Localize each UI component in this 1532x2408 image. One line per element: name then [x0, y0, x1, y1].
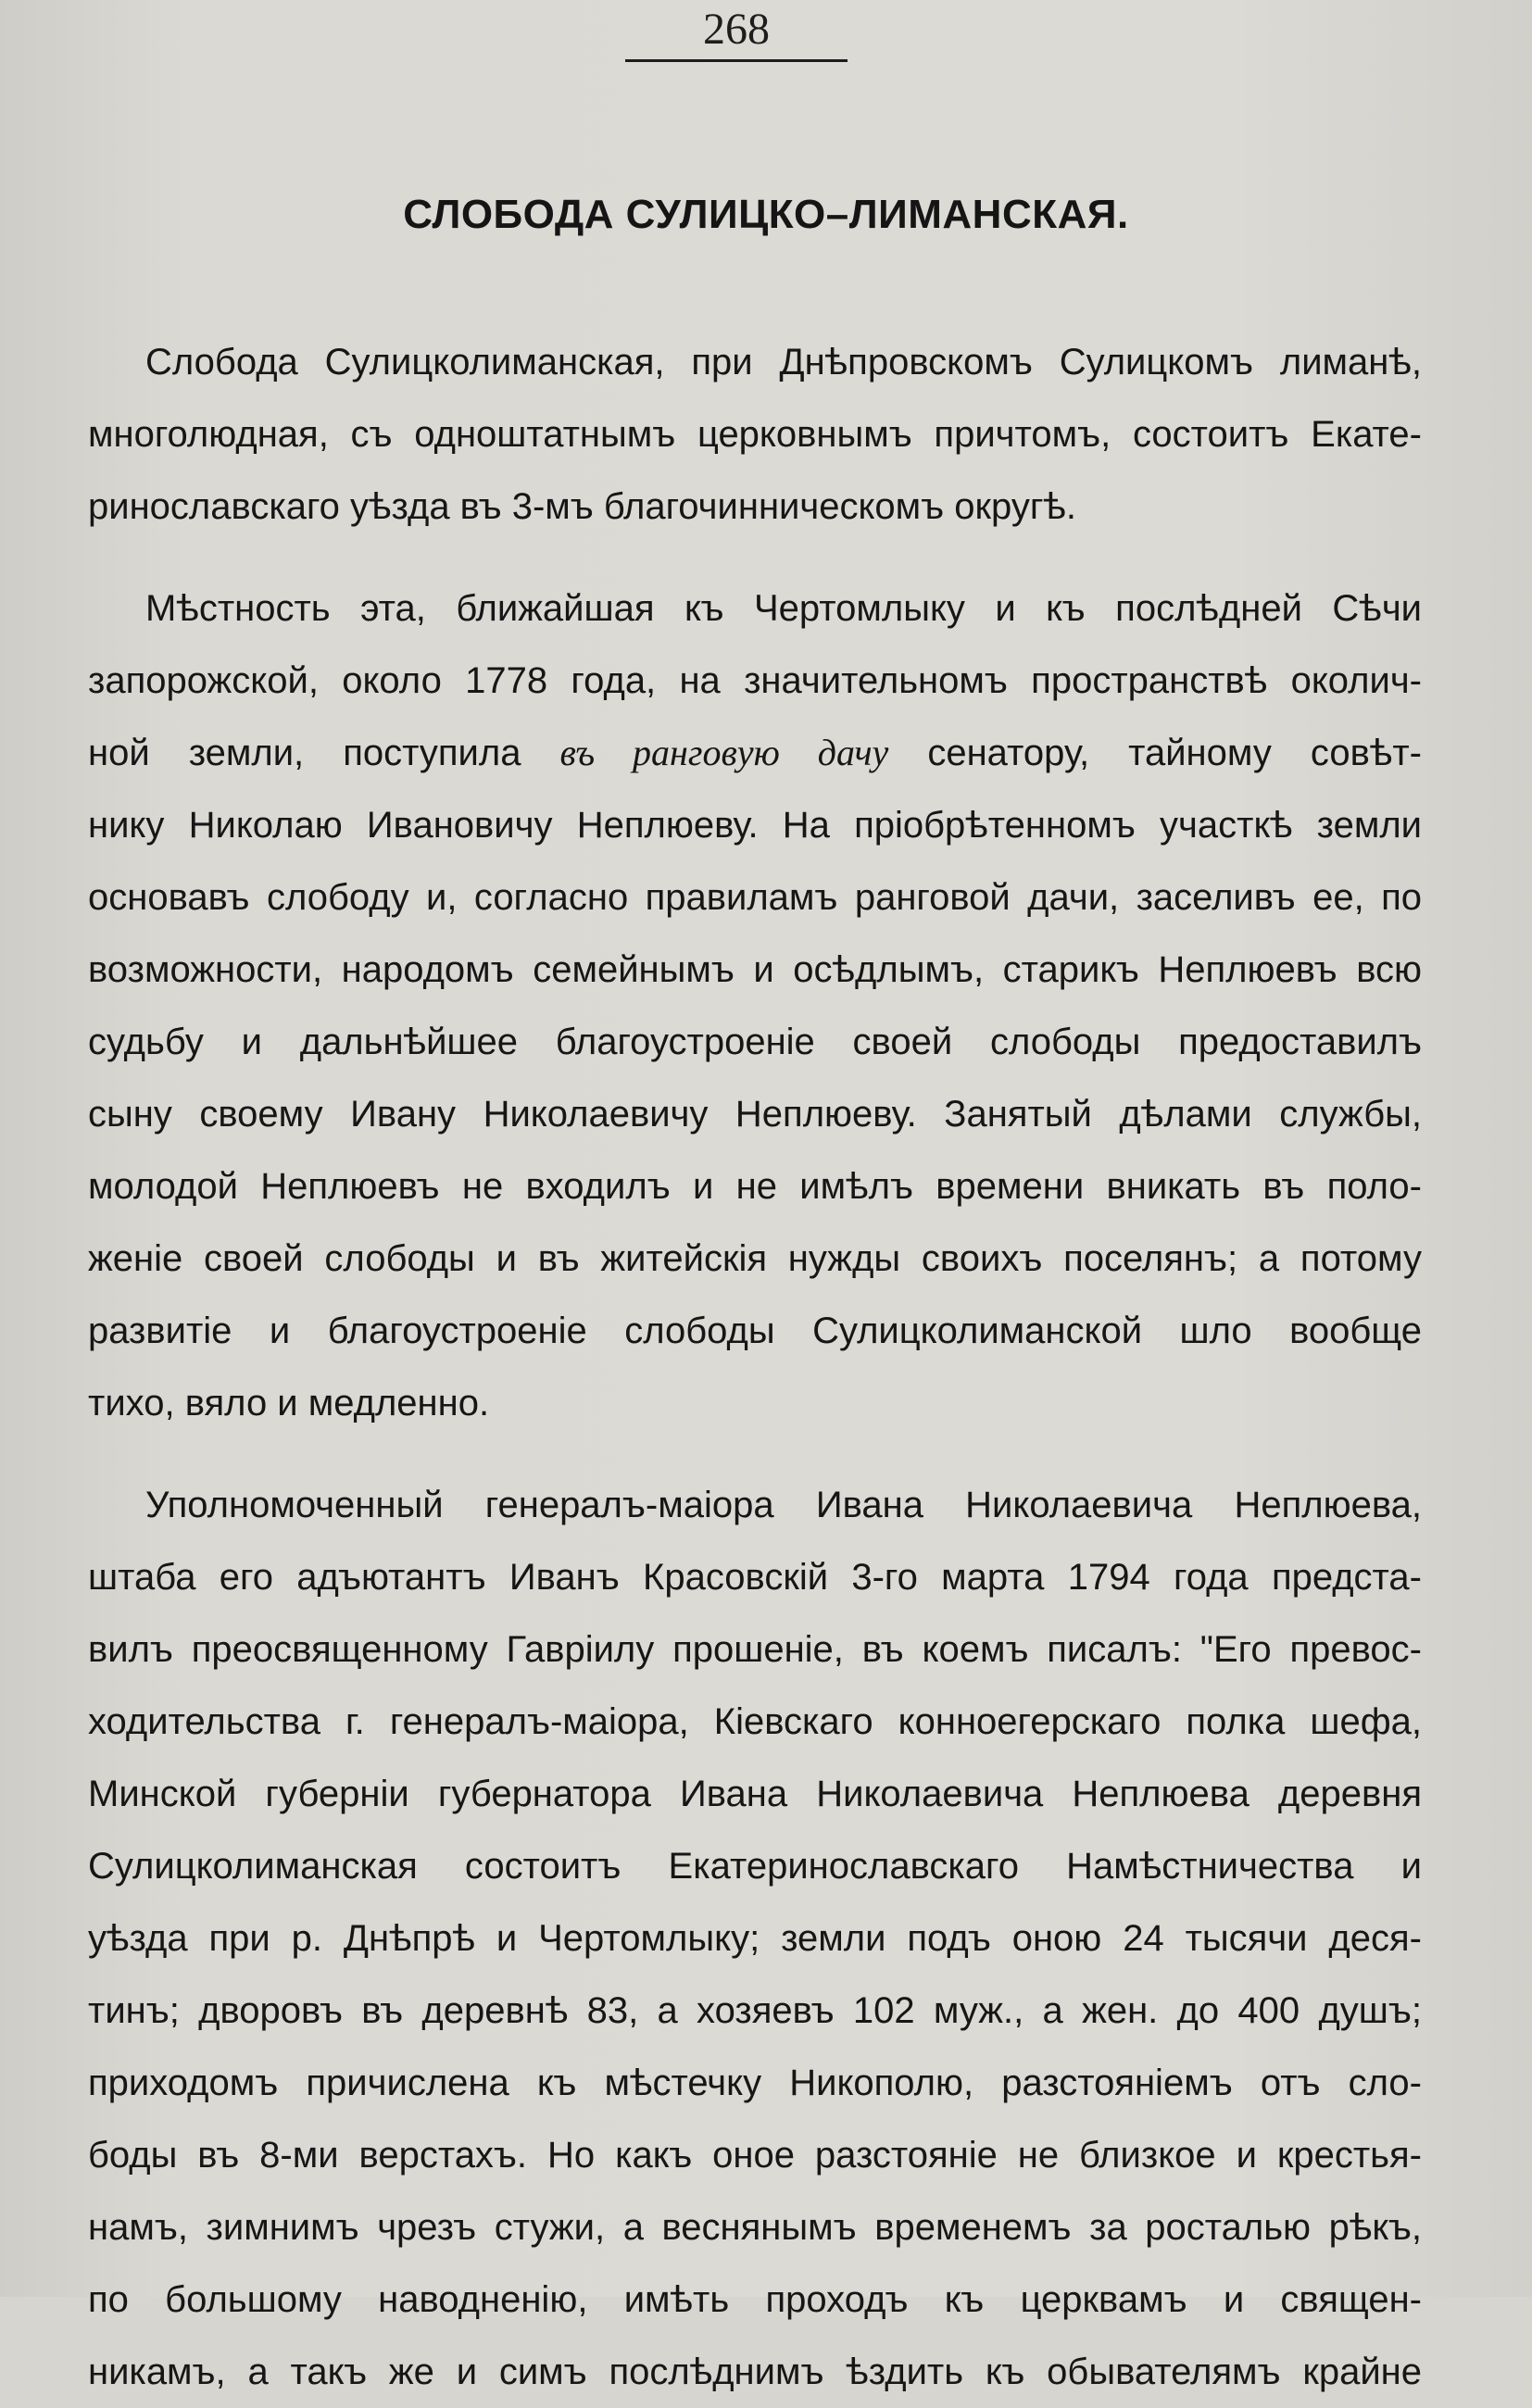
- text-line: Уполномоченный генералъ-маіора Ивана Николаевича Неплюева,: [145, 1485, 1422, 1525]
- text-line: запорожской, около 1778 года, на значительномъ пространствѣ околич-: [88, 660, 1422, 701]
- text-line: развитіе и благоустроеніе слободы Сулицколиманской шло вообще: [88, 1311, 1422, 1351]
- text-line-with-italic: [88, 717, 1422, 789]
- text-segment: ной земли, поступила: [88, 733, 521, 773]
- text-line: возможности, народомъ семейнымъ и осѣдлымъ, старикъ Неплюевъ всю: [88, 949, 1422, 990]
- text-line: тихо, вяло и медленно.: [88, 1383, 490, 1423]
- text-line: многолюдная, съ одноштатнымъ церковнымъ причтомъ, состоитъ Екате-: [88, 414, 1422, 455]
- paragraph-1: [88, 326, 1422, 543]
- paragraph-2: [88, 572, 1422, 1439]
- page-number: 268: [703, 5, 770, 54]
- text-line: штаба его адъютантъ Иванъ Красовскій 3-го марта 1794 года предста-: [88, 1557, 1422, 1598]
- paragraph-gap: [88, 1439, 1422, 1469]
- text-line: молодой Неплюевъ не входилъ и не имѣлъ времени вникать въ поло-: [88, 1166, 1422, 1207]
- text-line: уѣзда при р. Днѣпрѣ и Чертомлыку; земли подъ оною 24 тысячи деся-: [88, 1918, 1422, 1959]
- text-segment: сенатору, тайному совѣт-: [927, 733, 1422, 773]
- text-line: никамъ, а такъ же и симъ послѣднимъ ѣздить къ обывателямъ крайне: [88, 2352, 1422, 2392]
- text-line: вилъ преосвященному Гавріилу прошеніе, въ коемъ писалъ: "Его превос-: [88, 1629, 1422, 1670]
- chapter-title: СЛОБОДА СУЛИЦКО–ЛИМАНСКАЯ.: [403, 192, 1129, 237]
- text-line: по большому наводненію, имѣть проходъ къ церквамъ и священ-: [88, 2279, 1422, 2320]
- text-line: боды въ 8-ми верстахъ. Но какъ оное разстояніе не близкое и крестья-: [88, 2135, 1422, 2176]
- text-line: судьбу и дальнѣйшее благоустроеніе своей слободы предоставилъ: [88, 1022, 1422, 1062]
- paragraph-3: [88, 1469, 1422, 2408]
- text-line: Минской губерніи губернатора Ивана Николаевича Неплюева деревня: [88, 1774, 1422, 1814]
- text-line: Мѣстность эта, ближайшая къ Чертомлыку и къ послѣдней Сѣчи: [145, 588, 1422, 629]
- italic-phrase: въ ранговую дачу: [559, 732, 889, 773]
- text-line: тинъ; дворовъ въ деревнѣ 83, а хозяевъ 102 муж., а жен. до 400 душъ;: [88, 1990, 1422, 2031]
- text-line: ринославскаго уѣзда въ 3-мъ благочинническомъ округѣ.: [88, 486, 1077, 527]
- text-line: приходомъ причислена къ мѣстечку Никополю, разстояніемъ отъ сло-: [88, 2063, 1422, 2103]
- text-line: намъ, зимнимъ чрезъ стужи, а веснянымъ временемъ за росталью рѣкъ,: [88, 2207, 1422, 2248]
- text-line: ходительства г. генералъ-маіора, Кіевскаго конноегерскаго полка шефа,: [88, 1701, 1422, 1742]
- text-line: Сулицколиманская состоитъ Екатеринославскаго Намѣстничества и: [88, 1846, 1422, 1887]
- page-number-underline: [625, 59, 848, 62]
- text-line: нику Николаю Ивановичу Неплюеву. На пріобрѣтенномъ участкѣ земли: [88, 805, 1422, 846]
- text-line: сыну своему Ивану Николаевичу Неплюеву. Занятый дѣлами службы,: [88, 1094, 1422, 1135]
- body-text: [88, 326, 1422, 2408]
- text-line: Слобода Сулицколиманская, при Днѣпровскомъ Сулицкомъ лиманѣ,: [145, 342, 1422, 383]
- paragraph-gap: [88, 543, 1422, 572]
- text-line: основавъ слободу и, согласно правиламъ ранговой дачи, заселивъ ее, по: [88, 877, 1422, 918]
- text-line: женіе своей слободы и въ житейскія нужды своихъ поселянъ; а потому: [88, 1238, 1422, 1279]
